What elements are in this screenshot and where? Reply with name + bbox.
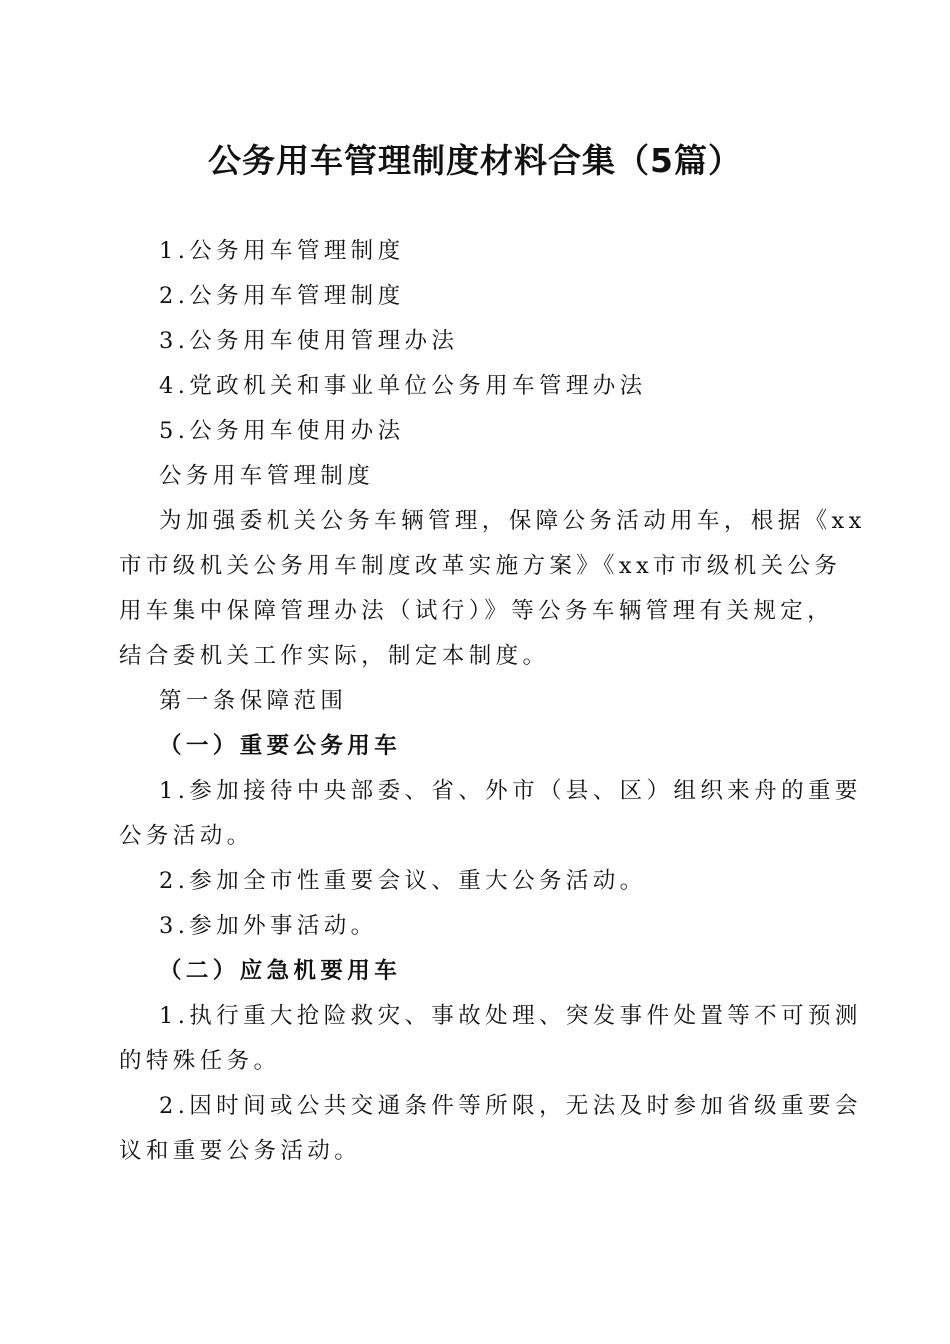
list-item-line: 1.执行重大抢险救灾、事故处理、突发事件处置等不可预测 bbox=[159, 1003, 862, 1029]
document-body bbox=[119, 229, 866, 1174]
intro-line: 结合委机关工作实际，制定本制度。 bbox=[119, 643, 550, 669]
article-heading: 第一条保障范围 bbox=[159, 688, 348, 714]
sub-heading: （二）应急机要用车 bbox=[159, 958, 402, 984]
toc-item: 5.公务用车使用办法 bbox=[159, 418, 405, 444]
toc-item: 4.党政机关和事业单位公务用车管理办法 bbox=[159, 373, 647, 399]
list-item-line: 3.参加外事活动。 bbox=[159, 913, 378, 939]
intro-line: 市市级机关公务用车制度改革实施方案》《xx市市级机关公务 bbox=[119, 553, 842, 579]
toc-item: 3.公务用车使用管理办法 bbox=[159, 328, 459, 354]
intro-line: 用车集中保障管理办法（试行）》等公务车辆管理有关规定， bbox=[119, 598, 835, 624]
toc-item: 2.公务用车管理制度 bbox=[159, 283, 405, 309]
sub-heading: （一）重要公务用车 bbox=[159, 733, 402, 759]
section-title: 公务用车管理制度 bbox=[159, 463, 375, 489]
list-item-line: 2.因时间或公共交通条件等所限，无法及时参加省级重要会 bbox=[159, 1093, 862, 1119]
toc-item: 1.公务用车管理制度 bbox=[159, 238, 405, 264]
intro-line: 为加强委机关公务车辆管理，保障公务活动用车，根据《xx bbox=[159, 508, 866, 534]
document-title: 公务用车管理制度材料合集（5篇） bbox=[208, 141, 742, 180]
list-item-line: 的特殊任务。 bbox=[119, 1048, 281, 1074]
list-item-line: 公务活动。 bbox=[119, 823, 254, 849]
list-item-line: 2.参加全市性重要会议、重大公务活动。 bbox=[159, 868, 647, 894]
list-item-line: 1.参加接待中央部委、省、外市（县、区）组织来舟的重要 bbox=[159, 778, 862, 804]
list-item-line: 议和重要公务活动。 bbox=[119, 1138, 362, 1164]
